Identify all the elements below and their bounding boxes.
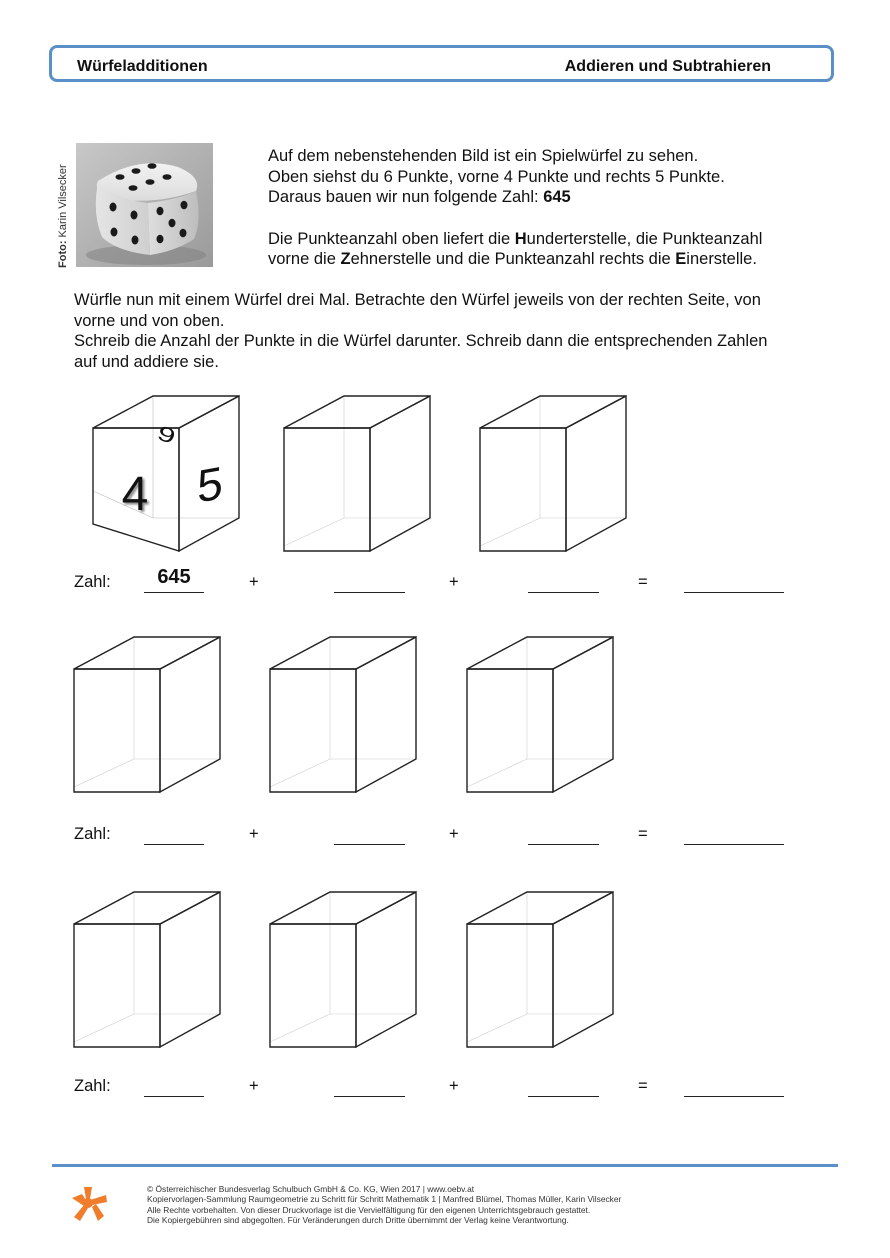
empty-cube[interactable] xyxy=(467,892,617,1052)
answer-blank[interactable] xyxy=(334,844,405,845)
answer-blank[interactable] xyxy=(144,1096,204,1097)
task-instructions xyxy=(74,290,844,372)
footer-line: Alle Rechte vorbehalten. Von dieser Druckvorlage ist die Vervielfältigung für den eigenen Unterrichtsgebrauch gestattet. xyxy=(147,1204,591,1215)
example-cube xyxy=(93,396,243,556)
plus-sign: + xyxy=(449,1077,459,1095)
footer-copyright xyxy=(147,1184,621,1226)
zahl-label: Zahl: xyxy=(74,1077,111,1095)
dice-photo xyxy=(76,143,213,267)
intro-line: Daraus bauen wir nun folgende Zahl: 645 xyxy=(268,188,571,206)
example-right-digit: 5 xyxy=(197,456,223,513)
equals-sign: = xyxy=(638,825,648,843)
footer-line: Die Kopiergebühren sind abgegolten. Für Veränderungen durch Dritte übernimmt der Verlag keine Verantwortung. xyxy=(147,1215,569,1226)
zahl-label: Zahl: xyxy=(74,573,111,591)
intro-line: Die Punkteanzahl oben liefert die Hunderterstelle, die Punkteanzahl xyxy=(268,229,763,248)
footer-line: © Österreichischer Bundesverlag Schulbuch GmbH & Co. KG, Wien 2017 | www.oebv.at xyxy=(147,1184,475,1194)
photo-credit xyxy=(57,164,69,268)
empty-cube[interactable] xyxy=(270,637,420,797)
example-number: 645 xyxy=(543,188,571,206)
sum-blank[interactable] xyxy=(684,1096,784,1097)
equals-sign: = xyxy=(638,573,648,591)
empty-cube[interactable] xyxy=(74,637,224,797)
equals-sign: = xyxy=(638,1077,648,1095)
example-answer: 645 xyxy=(157,566,191,588)
answer-blank[interactable] xyxy=(334,1096,405,1097)
plus-sign: + xyxy=(249,1077,259,1095)
photo-credit-label: Foto: xyxy=(57,240,69,268)
sum-blank[interactable] xyxy=(684,844,784,845)
answer-blank[interactable] xyxy=(528,592,599,593)
worksheet-title: Würfeladditionen xyxy=(77,58,208,75)
intro-line: vorne die Zehnerstelle und die Punkteanzahl rechts die Einerstelle. xyxy=(268,250,757,268)
example-front-digit: 4 xyxy=(121,468,149,521)
intro-line: Oben siehst du 6 Punkte, vorne 4 Punkte und rechts 5 Punkte. xyxy=(268,167,725,186)
answer-blank[interactable] xyxy=(144,844,204,845)
sum-blank[interactable] xyxy=(684,592,784,593)
zahl-label: Zahl: xyxy=(74,825,111,843)
example-top-digit: 6 xyxy=(154,420,179,449)
answer-blank[interactable] xyxy=(528,844,599,845)
answer-blank[interactable] xyxy=(144,592,204,593)
task-line: Schreib die Anzahl der Punkte in die Würfel darunter. Schreib dann die entsprechenden Zahlen xyxy=(74,332,768,350)
empty-cube[interactable] xyxy=(467,637,617,797)
plus-sign: + xyxy=(249,573,259,591)
empty-cube[interactable] xyxy=(480,396,630,556)
intro-text xyxy=(268,146,838,270)
task-line: vorne und von oben. xyxy=(74,311,225,330)
answer-blank[interactable] xyxy=(528,1096,599,1097)
intro-line: Auf dem nebenstehenden Bild ist ein Spielwürfel zu sehen. xyxy=(268,147,699,165)
answer-blank[interactable] xyxy=(334,592,405,593)
empty-cube[interactable] xyxy=(270,892,420,1052)
publisher-logo-icon xyxy=(70,1185,108,1228)
footer-divider xyxy=(52,1164,838,1167)
worksheet-topic: Addieren und Subtrahieren xyxy=(564,58,771,75)
task-line: auf und addiere sie. xyxy=(74,352,219,371)
plus-sign: + xyxy=(249,825,259,843)
header-box xyxy=(49,45,834,82)
plus-sign: + xyxy=(449,573,459,591)
footer-line: Kopiervorlagen-Sammlung Raumgeometrie zu Schritt für Schritt Mathematik 1 | Manfred Blümel, Thomas Müller, Karin Vilsecker xyxy=(147,1194,622,1205)
empty-cube[interactable] xyxy=(74,892,224,1052)
empty-cube[interactable] xyxy=(284,396,434,556)
plus-sign: + xyxy=(449,825,459,843)
photo-credit-name: Karin Vilsecker xyxy=(57,164,69,238)
task-line: Würfle nun mit einem Würfel drei Mal. Betrachte den Würfel jeweils von der rechten Seite, von xyxy=(74,291,761,309)
